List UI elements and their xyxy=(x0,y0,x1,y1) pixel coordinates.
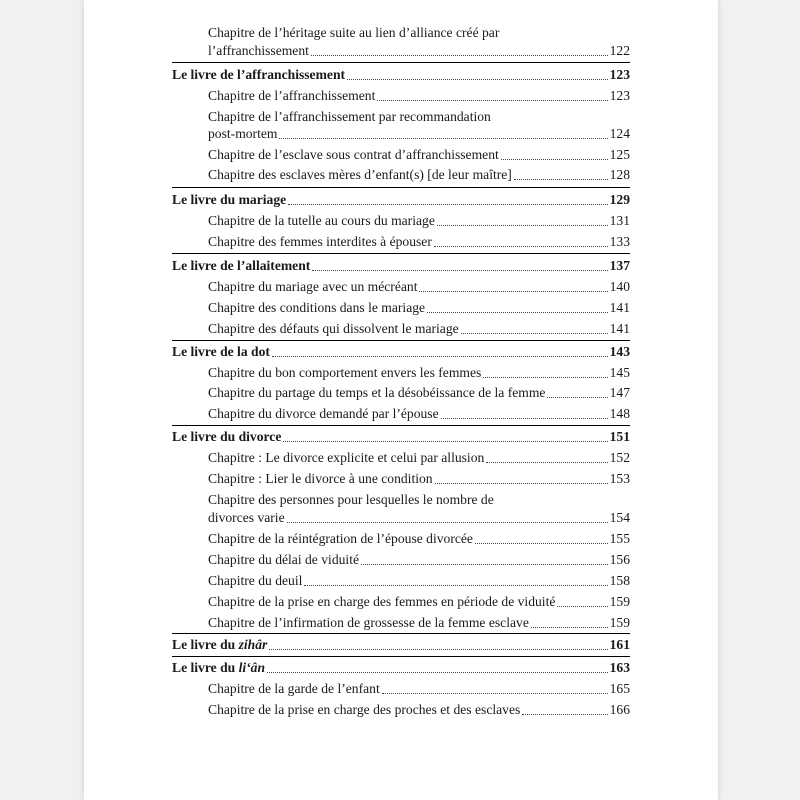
toc-chapter-title: Chapitre de l’infirmation de grossesse de la femme esclave xyxy=(208,615,529,630)
toc-book-title: Le livre de l’affranchissement xyxy=(172,67,346,82)
toc-page-number: 123 xyxy=(609,88,630,103)
divider xyxy=(172,187,630,188)
toc-chapter xyxy=(208,299,630,317)
toc-page-number: 129 xyxy=(609,192,630,207)
toc-page-number: 128 xyxy=(609,167,630,182)
toc-chapter xyxy=(208,509,630,527)
toc-book-title: Le livre du li‘ân xyxy=(172,660,266,675)
toc-page-number: 125 xyxy=(609,147,630,162)
toc-chapter-title: Chapitre de la réintégration de l’épouse divorcée xyxy=(208,531,473,546)
toc-page-number: 151 xyxy=(609,429,630,444)
toc-book xyxy=(172,636,630,654)
toc-book xyxy=(172,257,630,275)
toc-chapter xyxy=(208,680,630,698)
divider xyxy=(172,340,630,341)
toc-chapter xyxy=(208,405,630,423)
toc-page-number: 122 xyxy=(609,43,630,58)
toc-page-number: 123 xyxy=(609,67,630,82)
toc-book xyxy=(172,66,630,84)
toc-chapter-line: Chapitre de l’héritage suite au lien d’alliance créé par xyxy=(208,25,500,40)
toc-chapter-title: Chapitre de l’esclave sous contrat d’affranchissement xyxy=(208,147,499,162)
toc-page-number: 131 xyxy=(609,213,630,228)
toc-chapter-title: Chapitre : Lier le divorce à une condition xyxy=(208,471,433,486)
toc-chapter-title: Chapitre du deuil xyxy=(208,573,303,588)
toc-page-number: 145 xyxy=(609,365,630,380)
toc-page-number: 155 xyxy=(609,531,630,546)
toc-chapter xyxy=(208,593,630,611)
toc-chapter-title: Chapitre des femmes interdites à épouser xyxy=(208,234,432,249)
toc-chapter-title: divorces varie xyxy=(208,510,285,525)
toc-chapter-title: l’affranchissement xyxy=(208,43,309,58)
toc-page-number: 148 xyxy=(609,406,630,421)
toc-chapter-title: Chapitre du partage du temps et la désobéissance de la femme xyxy=(208,385,546,400)
toc-chapter-title: Chapitre des conditions dans le mariage xyxy=(208,300,426,315)
toc-chapter xyxy=(208,320,630,338)
toc-chapter xyxy=(208,701,630,719)
toc-page-number: 166 xyxy=(609,702,630,717)
toc-book-title: Le livre du divorce xyxy=(172,429,282,444)
toc-chapter xyxy=(208,364,630,382)
toc-page-number: 165 xyxy=(609,681,630,696)
toc-chapter xyxy=(208,384,630,402)
toc-chapter-title: post-mortem xyxy=(208,126,278,141)
toc-book xyxy=(172,659,630,677)
toc-chapter-title: Chapitre de la garde de l’enfant xyxy=(208,681,380,696)
toc-page-number: 141 xyxy=(609,321,630,336)
divider xyxy=(172,633,630,634)
toc-page-number: 161 xyxy=(609,637,630,652)
divider xyxy=(172,62,630,63)
divider xyxy=(172,253,630,254)
toc-page-number: 159 xyxy=(609,594,630,609)
toc-chapter xyxy=(208,572,630,590)
toc-page-number: 163 xyxy=(609,660,630,675)
toc-chapter-title: Chapitre du divorce demandé par l’épouse xyxy=(208,406,439,421)
divider xyxy=(172,656,630,657)
toc-book xyxy=(172,191,630,209)
toc-page-number: 147 xyxy=(609,385,630,400)
toc-chapter xyxy=(208,212,630,230)
toc-chapter-line: Chapitre de l’affranchissement par recommandation xyxy=(208,109,491,124)
toc-chapter xyxy=(208,530,630,548)
toc-page-number: 153 xyxy=(609,471,630,486)
toc-page-number: 152 xyxy=(609,450,630,465)
toc-chapter xyxy=(208,470,630,488)
toc-chapter-title: Chapitre du délai de viduité xyxy=(208,552,359,567)
toc-page-number: 154 xyxy=(609,510,630,525)
toc-chapter xyxy=(208,125,630,143)
toc-book-title: Le livre du zihâr xyxy=(172,637,268,652)
toc-page-number: 141 xyxy=(609,300,630,315)
toc-book xyxy=(172,428,630,446)
toc-chapter xyxy=(208,233,630,251)
toc-page-number: 156 xyxy=(609,552,630,567)
toc-chapter xyxy=(208,614,630,632)
toc-page-number: 158 xyxy=(609,573,630,588)
toc-page-number: 159 xyxy=(609,615,630,630)
toc-chapter-line: Chapitre des personnes pour lesquelles le nombre de xyxy=(208,492,494,507)
toc-chapter-title: Chapitre des défauts qui dissolvent le mariage xyxy=(208,321,459,336)
toc-chapter xyxy=(208,551,630,569)
toc-page-number: 133 xyxy=(609,234,630,249)
toc-page-number: 137 xyxy=(609,258,630,273)
toc-chapter xyxy=(208,449,630,467)
toc-chapter-title: Chapitre des esclaves mères d’enfant(s) [de leur maître] xyxy=(208,167,512,182)
toc-chapter xyxy=(208,278,630,296)
toc-chapter-title: Chapitre de la tutelle au cours du mariage xyxy=(208,213,435,228)
toc-chapter-title: Chapitre du bon comportement envers les femmes xyxy=(208,365,482,380)
toc-chapter-title: Chapitre de la prise en charge des proches et des esclaves xyxy=(208,702,521,717)
toc-chapter-title: Chapitre : Le divorce explicite et celui par allusion xyxy=(208,450,485,465)
toc-chapter xyxy=(208,146,630,164)
toc-page-number: 143 xyxy=(609,344,630,359)
toc-chapter xyxy=(208,42,630,60)
toc-book-title: Le livre de la dot xyxy=(172,344,270,359)
toc-page-number: 124 xyxy=(609,126,630,141)
toc-page-number: 140 xyxy=(609,279,630,294)
toc-chapter xyxy=(208,87,630,105)
toc-chapter-title: Chapitre de l’affranchissement xyxy=(208,88,376,103)
toc-book-title: Le livre du mariage xyxy=(172,192,287,207)
toc-chapter-title: Chapitre de la prise en charge des femmes en période de viduité xyxy=(208,594,556,609)
divider xyxy=(172,425,630,426)
toc-book xyxy=(172,343,630,361)
toc-book-title: Le livre de l’allaitement xyxy=(172,258,311,273)
toc-chapter xyxy=(208,166,630,184)
toc-chapter-title: Chapitre du mariage avec un mécréant xyxy=(208,279,418,294)
